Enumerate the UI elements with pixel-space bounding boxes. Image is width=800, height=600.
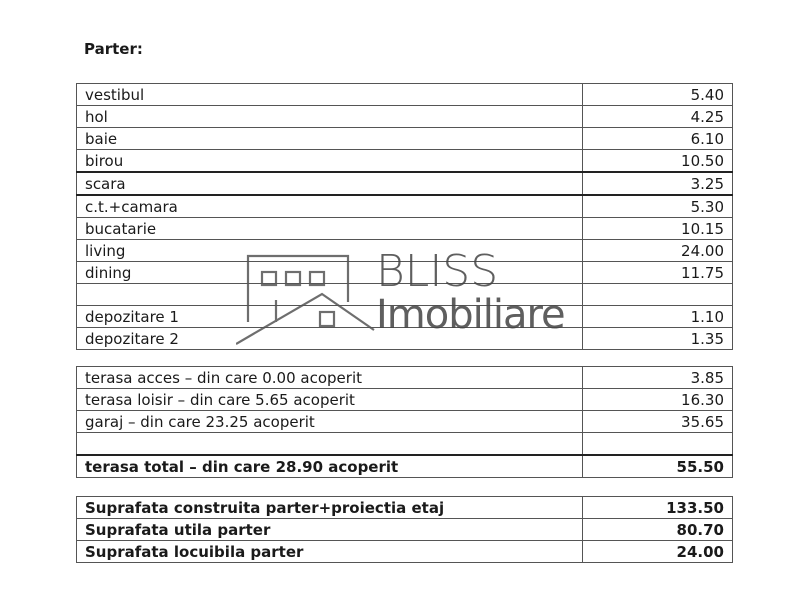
table-row [77, 218, 733, 240]
room-area: 10.15 [583, 218, 733, 240]
terrace-area: 3.85 [583, 367, 733, 389]
table-row [77, 433, 733, 456]
room-area: 5.40 [583, 84, 733, 106]
table-row [77, 106, 733, 128]
terrace-name: terasa acces – din care 0.00 acoperit [77, 367, 583, 389]
room-name: vestibul [77, 84, 583, 106]
summary-row [77, 519, 733, 541]
watermark-subtitle: Imobiliare [376, 292, 565, 338]
table-row [77, 411, 733, 433]
room-area: 24.00 [583, 240, 733, 262]
summary-table [76, 496, 733, 563]
room-area: 6.10 [583, 128, 733, 150]
room-name: dining [77, 262, 583, 284]
summary-row [77, 497, 733, 519]
terraces-table [76, 366, 733, 478]
room-name: c.t.+camara [77, 195, 583, 218]
terrace-name: garaj – din care 23.25 acoperit [77, 411, 583, 433]
room-area: 1.35 [583, 328, 733, 350]
room-name: living [77, 240, 583, 262]
table-row [77, 389, 733, 411]
table-row [77, 150, 733, 173]
room-name: depozitare 2 [77, 328, 583, 350]
house-logo-icon [236, 250, 376, 350]
table-row [77, 128, 733, 150]
terrace-total-value: 55.50 [583, 455, 733, 478]
room-name: bucatarie [77, 218, 583, 240]
table-row [77, 84, 733, 106]
summary-label: Suprafata construita parter+proiectia etaj [77, 497, 583, 519]
room-name: baie [77, 128, 583, 150]
room-area: 1.10 [583, 306, 733, 328]
summary-value: 133.50 [583, 497, 733, 519]
summary-value: 80.70 [583, 519, 733, 541]
table-row [77, 172, 733, 195]
terrace-area: 35.65 [583, 411, 733, 433]
summary-row [77, 541, 733, 563]
table-row [77, 195, 733, 218]
section-heading: Parter: [84, 40, 143, 58]
summary-label: Suprafata utila parter [77, 519, 583, 541]
room-name: depozitare 1 [77, 306, 583, 328]
bliss-imobiliare-watermark [236, 246, 576, 350]
watermark-brand: BLISS [376, 246, 499, 297]
room-area [583, 284, 733, 306]
terrace-total-row [77, 455, 733, 478]
terrace-name: terasa loisir – din care 5.65 acoperit [77, 389, 583, 411]
room-area: 11.75 [583, 262, 733, 284]
room-name: birou [77, 150, 583, 173]
room-area: 5.30 [583, 195, 733, 218]
terrace-name [77, 433, 583, 456]
room-area: 3.25 [583, 172, 733, 195]
table-row [77, 367, 733, 389]
terrace-total-label: terasa total – din care 28.90 acoperit [77, 455, 583, 478]
room-area: 10.50 [583, 150, 733, 173]
room-name: scara [77, 172, 583, 195]
room-name: hol [77, 106, 583, 128]
summary-label: Suprafata locuibila parter [77, 541, 583, 563]
room-area: 4.25 [583, 106, 733, 128]
terrace-area: 16.30 [583, 389, 733, 411]
summary-value: 24.00 [583, 541, 733, 563]
terrace-area [583, 433, 733, 456]
